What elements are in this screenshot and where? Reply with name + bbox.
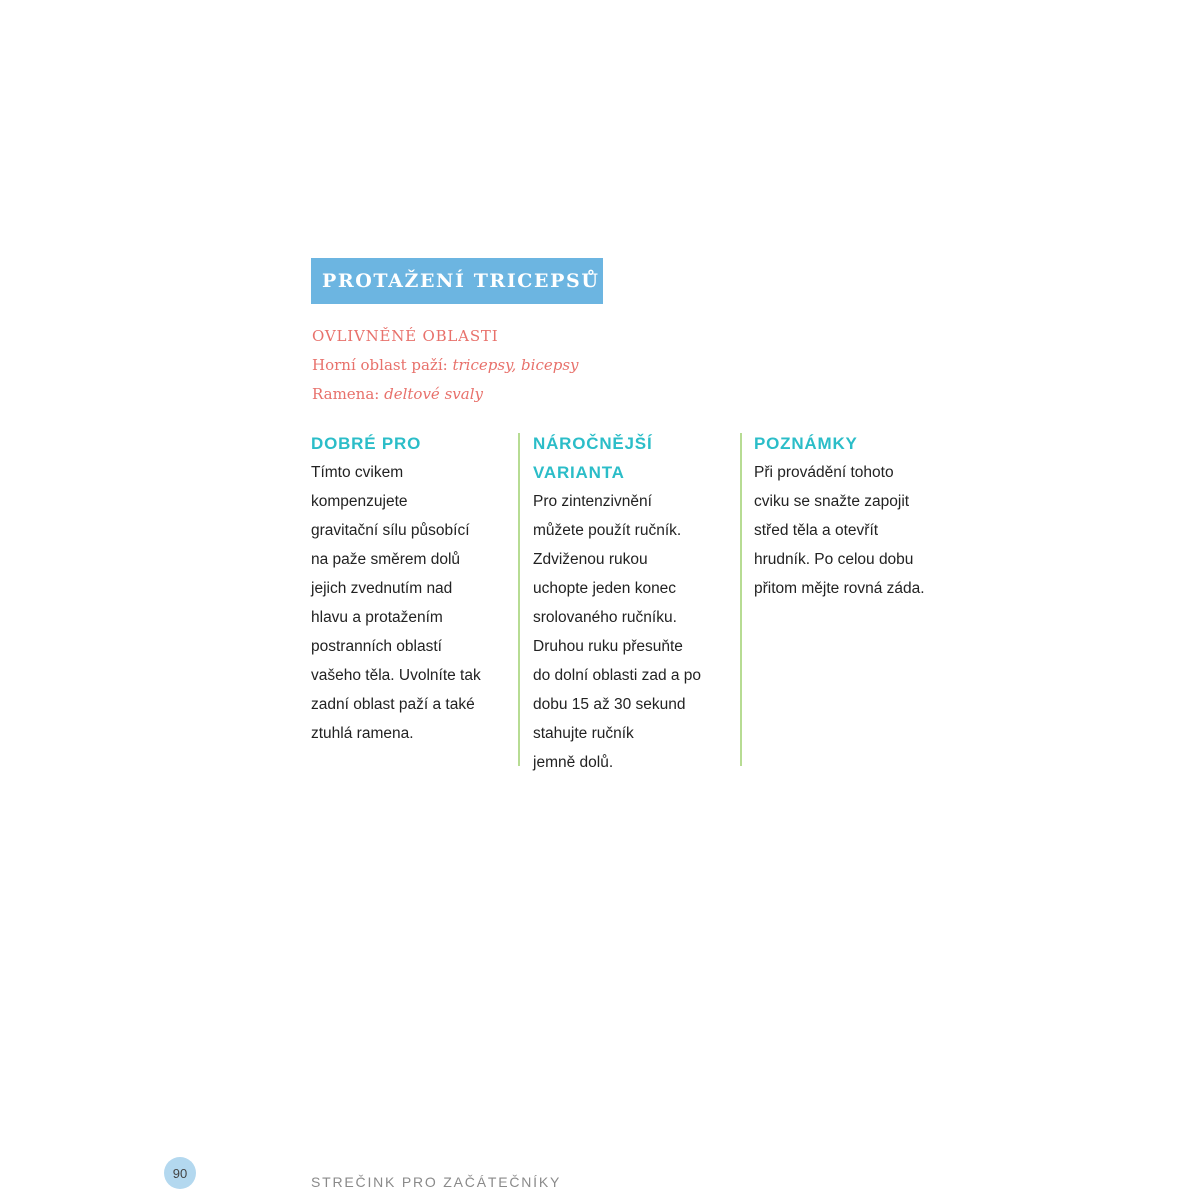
footer-book-title: STREČINK PRO ZAČÁTEČNÍKY	[311, 1174, 562, 1190]
affected-area-row	[312, 351, 579, 380]
column-heading: POZNÁMKY	[754, 434, 858, 453]
area-label: Ramena:	[312, 385, 380, 403]
area-label: Horní oblast paží:	[312, 356, 448, 374]
column-body: Při provádění tohoto cviku se snažte zapojit střed těla a otevřít hrudník. Po celou dobu přitom mějte rovná záda.	[754, 464, 925, 597]
column-heading: DOBRÉ PRO	[311, 434, 422, 453]
column-divider	[518, 433, 520, 766]
affected-areas-heading: OVLIVNĚNÉ OBLASTI	[312, 327, 499, 345]
column-notes	[754, 429, 964, 603]
column-harder-variant	[533, 429, 733, 777]
affected-area-row	[312, 380, 579, 409]
column-divider	[740, 433, 742, 766]
column-heading: NÁROČNĚJŠÍ VARIANTA	[533, 434, 653, 482]
page-number-badge	[164, 1157, 196, 1189]
affected-areas	[312, 322, 579, 409]
column-body: Pro zintenzivnění můžete použít ručník. Zdviženou rukou uchopte jeden konec srolovaného ručníku. Druhou ruku přesuňte do dolní oblasti zad a po dobu 15 až 30 sekund stahujte ručník jemně dolů.	[533, 493, 702, 771]
exercise-title-banner	[311, 258, 603, 304]
page-number: 90	[172, 1165, 188, 1181]
column-body: Tímto cvikem kompenzujete gravitační sílu působící na paže směrem dolů jejich zvednutím nad hlavu a protažením postranních oblastí vašeho těla. Uvolníte tak zadní oblast paží a také ztuhlá ramena.	[311, 464, 481, 742]
exercise-title: PROTAŽENÍ TRICEPSŮ	[322, 270, 600, 292]
area-value: deltové svaly	[384, 385, 483, 403]
area-value: tricepsy, bicepsy	[452, 356, 579, 374]
column-good-for	[311, 429, 511, 748]
